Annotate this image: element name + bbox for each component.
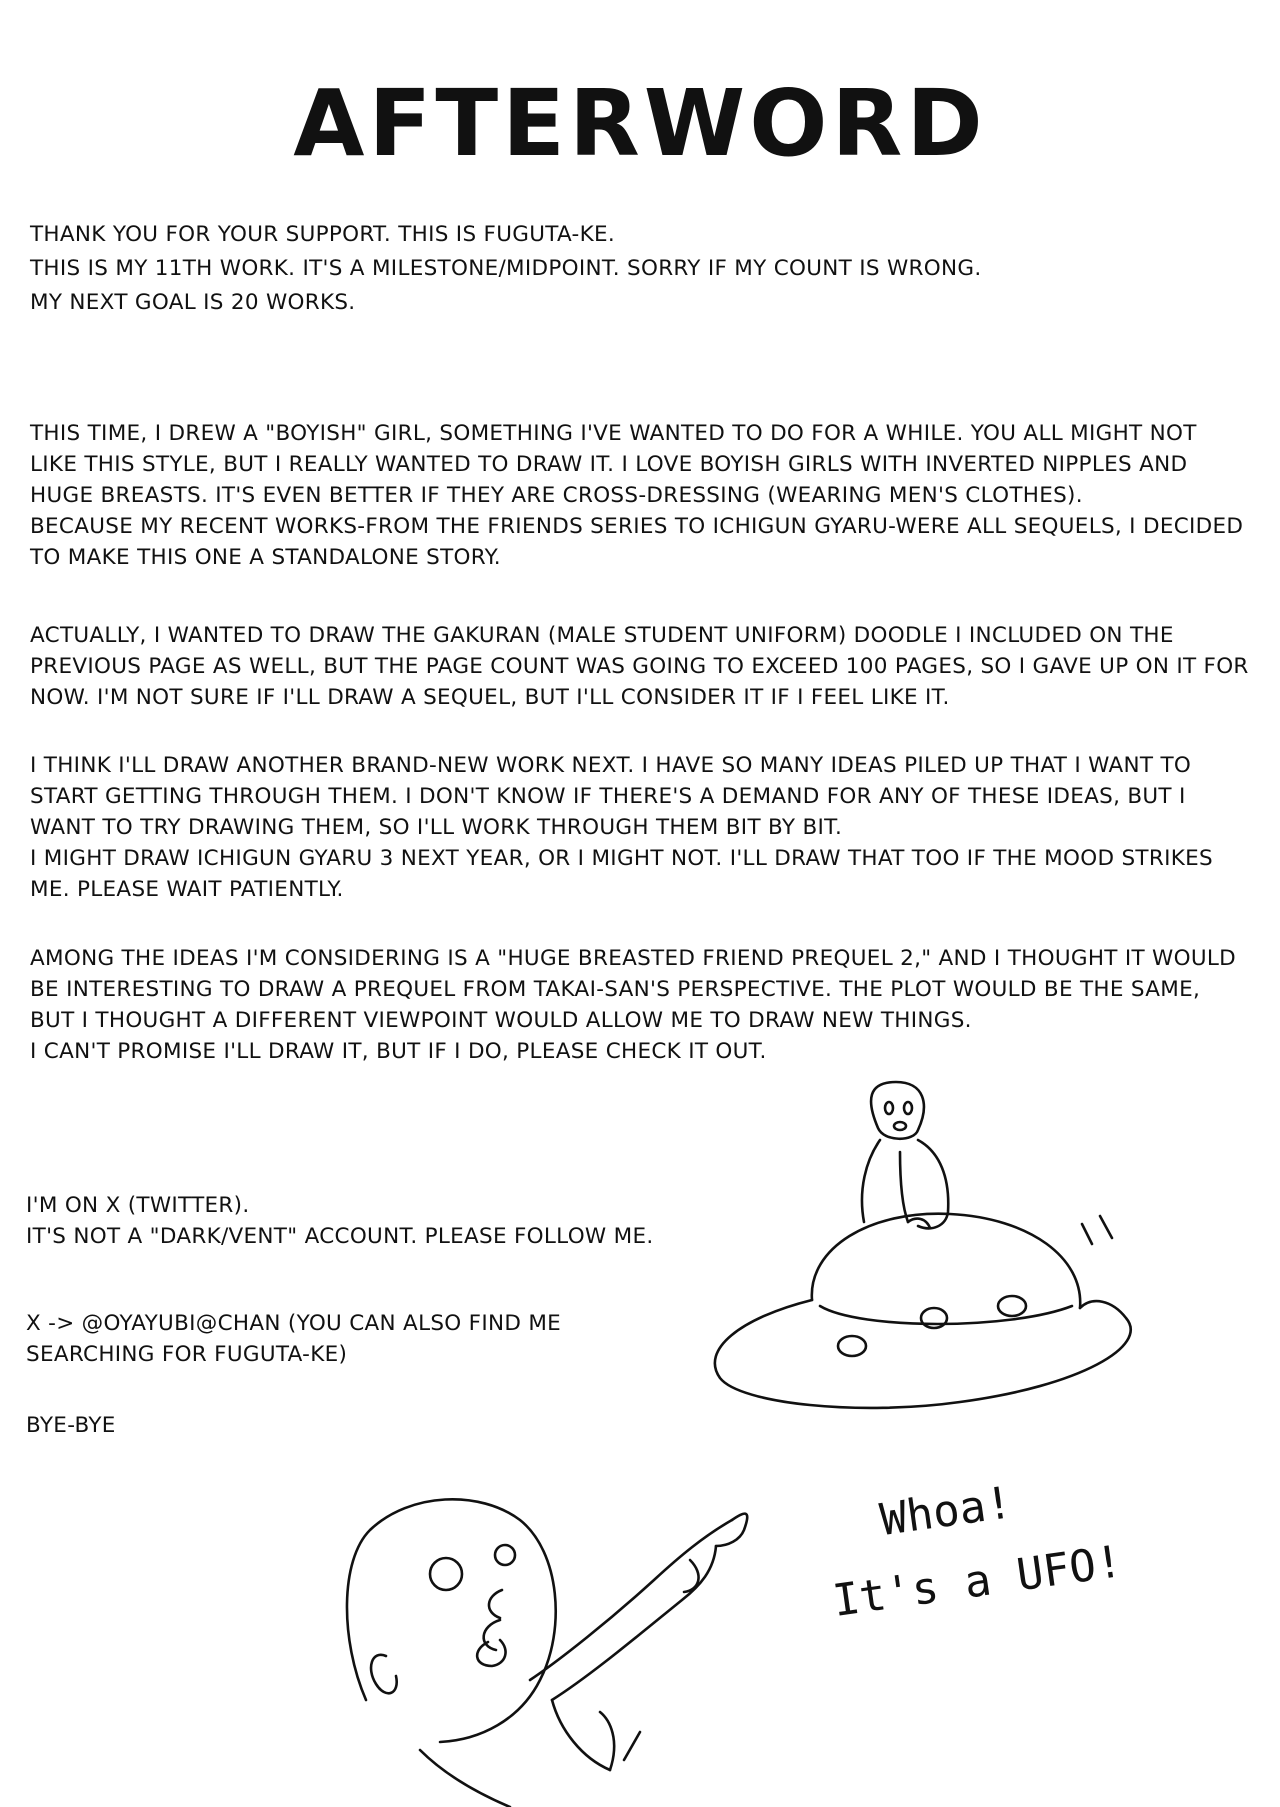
twitter-paragraph: I'M ON X (TWITTER). IT'S NOT A "DARK/VENT" ACCOUNT. PLEASE FOLLOW ME. — [26, 1193, 654, 1249]
gakuran-paragraph: ACTUALLY, I WANTED TO DRAW THE GAKURAN (MALE STUDENT UNIFORM) DOODLE I INCLUDED ON THE PREVIOUS PAGE AS WELL, BUT THE PAGE COUNT WAS GOING TO EXCEED 100 PAGES, SO I GAVE UP ON IT FOR NOW. I'M NOT SURE IF I'LL DRAW A SEQUEL, BUT I'LL CONSIDER IT IF I FEEL LIKE IT. — [30, 623, 1249, 710]
page-title: AFTERWORD — [293, 70, 987, 177]
ideas-paragraph: AMONG THE IDEAS I'M CONSIDERING IS A "HUGE BREASTED FRIEND PREQUEL 2," AND I THOUGHT IT WOULD BE INTERESTING TO DRAW A PREQUEL FROM TAKAI-SAN'S PERSPECTIVE. THE PLOT WOULD BE THE SAME, BUT I THOUGHT A DIFFERENT VIEWPOINT WOULD ALLOW ME TO DRAW NEW THINGS. I CAN'T PROMISE I'LL DRAW IT, BUT IF I DO, PLEASE CHECK IT OUT. — [30, 946, 1237, 1064]
handle-paragraph: X -> @OYAYUBI@CHAN (YOU CAN ALSO FIND ME SEARCHING FOR FUGUTA-KE) — [26, 1311, 562, 1367]
exclaim-ufo: It's a UFO! — [829, 1535, 1126, 1628]
next-work-paragraph: I THINK I'LL DRAW ANOTHER BRAND-NEW WORK NEXT. I HAVE SO MANY IDEAS PILED UP THAT I WANT TO START GETTING THROUGH THEM. I DON'T KNOW IF THERE'S A DEMAND FOR ANY OF THESE IDEAS, BUT I WANT TO TRY DRAWING THEM, SO I'LL WORK THROUGH THEM BIT BY BIT. I MIGHT DRAW ICHIGUN GYARU 3 NEXT YEAR, OR I MIGHT NOT. I'LL DRAW THAT TOO IF THE MOOD STRIKES ME. PLEASE WAIT PATIENTLY. — [30, 753, 1213, 902]
alien-drawing — [862, 1082, 948, 1228]
boyish-paragraph: THIS TIME, I DREW A "BOYISH" GIRL, SOMETHING I'VE WANTED TO DO FOR A WHILE. YOU ALL MIGHT NOT LIKE THIS STYLE, BUT I REALLY WANTED TO DRAW IT. I LOVE BOYISH GIRLS WITH INVERTED NIPPLES AND HUGE BREASTS. IT'S EVEN BETTER IF THEY ARE CROSS-DRESSING (WEARING MEN'S CLOTHES). BECAUSE MY RECENT WORKS-FROM THE FRIENDS SERIES TO ICHIGUN GYARU-WERE ALL SEQUELS, I DECIDED TO MAKE THIS ONE A STANDALONE STORY. — [30, 421, 1244, 570]
exclaim-whoa: Whoa! — [877, 1477, 1016, 1546]
ufo-drawing — [715, 1214, 1131, 1408]
bye-text: BYE-BYE — [26, 1413, 116, 1438]
intro-paragraph: THANK YOU FOR YOUR SUPPORT. THIS IS FUGUTA-KE. THIS IS MY 11TH WORK. IT'S A MILESTONE/MIDPOINT. SORRY IF MY COUNT IS WRONG. MY NEXT GOAL IS 20 WORKS. — [30, 222, 982, 315]
person-drawing — [347, 1499, 747, 1807]
